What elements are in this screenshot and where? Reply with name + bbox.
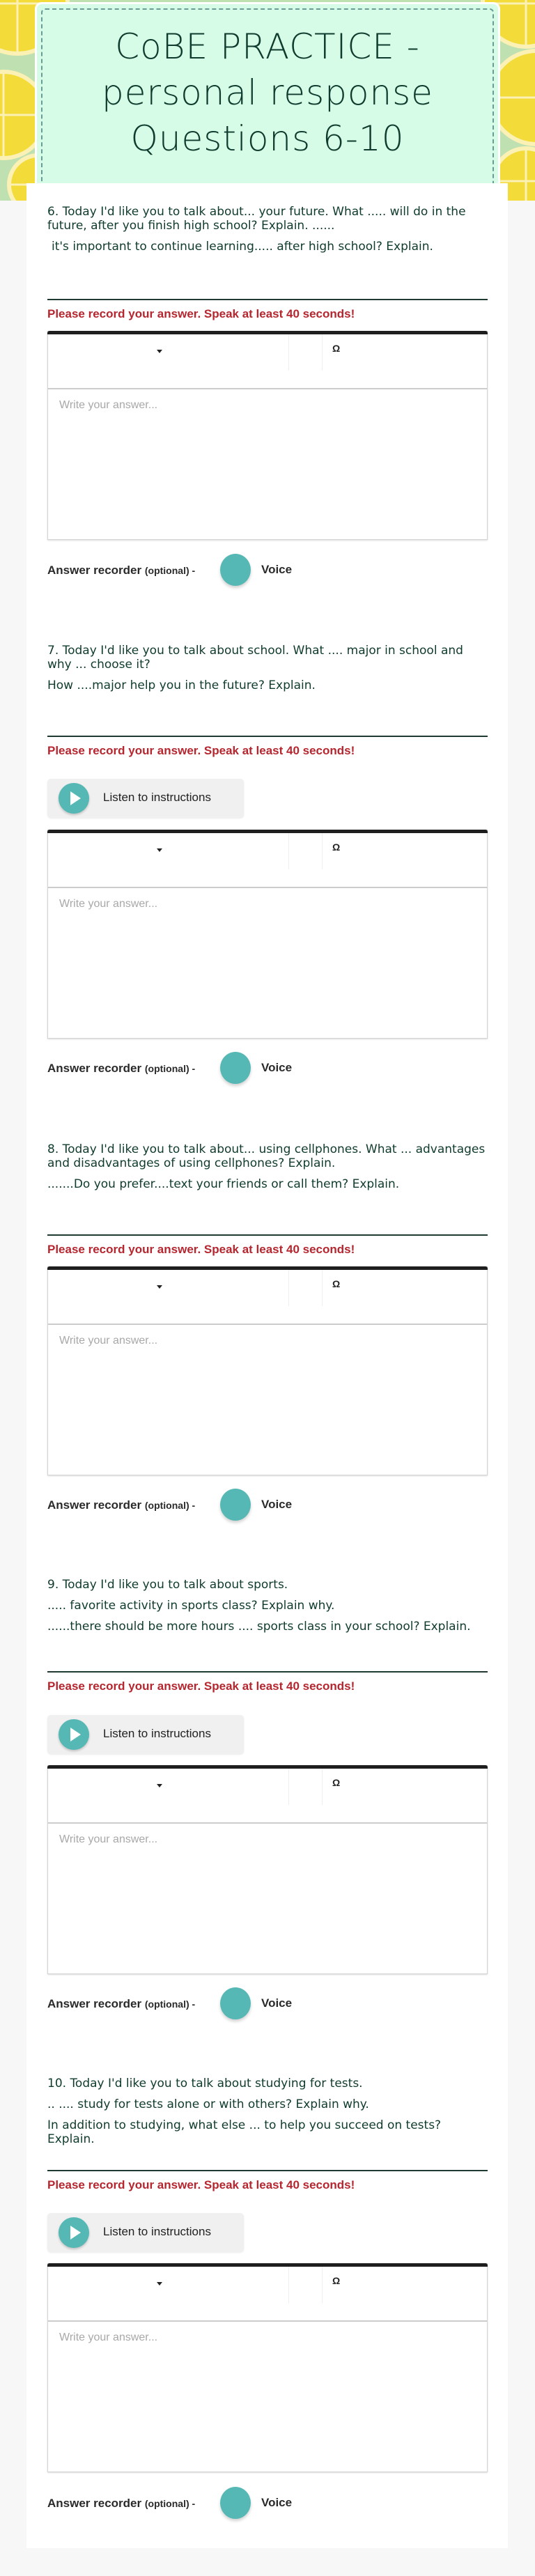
voice-label: Voice — [261, 1996, 293, 2010]
record-button[interactable] — [220, 554, 251, 586]
format-dropdown[interactable] — [48, 334, 289, 371]
answer-recorder-7 — [47, 1052, 326, 1085]
answer-editor-8 — [47, 1266, 488, 1475]
title-line: Questions 6-10 — [130, 118, 405, 159]
voice-label: Voice — [261, 563, 293, 576]
recorder-label: Answer recorder (optional) - — [47, 1997, 196, 2010]
answer-recorder-8 — [47, 1489, 326, 1522]
format-dropdown[interactable] — [48, 1270, 289, 1306]
question-line: it's important to continue learning..... after high school? Explain. — [52, 240, 433, 254]
question-line: How ....major help you in the future? Explain. — [47, 678, 316, 692]
question-9-text — [47, 1578, 488, 1640]
question-line: ......there should be more hours .... sports class in your school? Explain. — [47, 1620, 471, 1634]
format-dropdown[interactable] — [48, 2267, 289, 2303]
listen-instructions-button[interactable] — [47, 779, 244, 818]
record-button[interactable] — [220, 1987, 251, 2019]
question-7-text — [47, 644, 488, 699]
special-character-button[interactable]: Ω — [332, 1777, 341, 1788]
special-character-button[interactable]: Ω — [332, 2275, 341, 2286]
toolbar-separator — [289, 833, 323, 869]
answer-textarea[interactable] — [48, 1325, 487, 1475]
answer-textarea[interactable] — [48, 2322, 487, 2472]
chevron-down-icon — [157, 350, 162, 353]
answer-recorder-6 — [47, 554, 326, 587]
record-warning: Please record your answer. Speak at least 40 seconds! — [47, 307, 355, 320]
editor-toolbar — [48, 2267, 487, 2322]
answer-editor-9 — [47, 1765, 488, 1974]
question-line: 7. Today I'd like you to talk about school. What .... major in school and why ... choose it? — [47, 644, 463, 672]
recorder-label: Answer recorder (optional) - — [47, 564, 196, 577]
title-line: CoBE PRACTICE - — [115, 26, 420, 67]
question-6-text — [47, 205, 488, 261]
listen-instructions-button[interactable] — [47, 1715, 244, 1754]
recorder-label: Answer recorder (optional) - — [47, 1498, 196, 1512]
question-line: 8. Today I'd like you to talk about... using cellphones. What ... advantages and disadvantages of using cellphones? Explain. — [47, 1142, 486, 1170]
question-line: 6. Today I'd like you to talk about... your future. What ..... will do in the future, after you finish high school? Explain. ...... — [47, 205, 466, 233]
format-dropdown[interactable] — [48, 1769, 289, 1805]
title-line: personal response — [102, 72, 433, 113]
listen-label: Listen to instructions — [103, 791, 211, 804]
answer-recorder-10 — [47, 2487, 326, 2520]
answer-editor-10 — [47, 2263, 488, 2472]
editor-toolbar — [48, 334, 487, 389]
question-10-text — [47, 2077, 488, 2153]
chevron-down-icon — [157, 2282, 162, 2286]
chevron-down-icon — [157, 848, 162, 852]
listen-instructions-button[interactable] — [47, 2213, 244, 2252]
listen-label: Listen to instructions — [103, 1727, 211, 1740]
format-dropdown[interactable] — [48, 833, 289, 869]
recorder-label: Answer recorder (optional) - — [47, 1062, 196, 1075]
toolbar-separator — [289, 1270, 323, 1306]
question-8-text — [47, 1142, 488, 1198]
record-warning: Please record your answer. Speak at least 40 seconds! — [47, 2178, 355, 2191]
toolbar-separator — [289, 2267, 323, 2303]
divider — [47, 1671, 488, 1673]
record-warning: Please record your answer. Speak at least 40 seconds! — [47, 1679, 355, 1693]
special-character-button[interactable]: Ω — [332, 343, 341, 354]
toolbar-separator — [289, 1769, 323, 1805]
question-line: 9. Today I'd like you to talk about sports. — [47, 1578, 288, 1592]
page-title — [37, 24, 498, 162]
special-character-button[interactable]: Ω — [332, 841, 341, 853]
question-line: ..... favorite activity in sports class? Explain why. — [47, 1599, 335, 1613]
voice-label: Voice — [261, 1498, 293, 1511]
recorder-label: Answer recorder (optional) - — [47, 2497, 196, 2510]
question-line: .......Do you prefer....text your friends or call them? Explain. — [47, 1177, 400, 1191]
voice-label: Voice — [261, 2496, 293, 2509]
toolbar-separator — [289, 334, 323, 371]
editor-toolbar — [48, 1270, 487, 1325]
divider — [47, 736, 488, 737]
question-line: .. .... study for tests alone or with others? Explain why. — [47, 2097, 369, 2111]
title-banner — [35, 2, 500, 190]
divider — [47, 1234, 488, 1236]
record-warning: Please record your answer. Speak at least 40 seconds! — [47, 1243, 355, 1256]
answer-textarea[interactable] — [48, 389, 487, 539]
play-icon — [59, 2217, 89, 2248]
editor-toolbar — [48, 833, 487, 888]
divider — [47, 2170, 488, 2171]
question-line: In addition to studying, what else ... to help you succeed on tests? Explain. — [47, 2118, 442, 2146]
answer-textarea[interactable] — [48, 1824, 487, 1973]
chevron-down-icon — [157, 1784, 162, 1787]
record-warning: Please record your answer. Speak at least 40 seconds! — [47, 744, 355, 757]
special-character-button[interactable]: Ω — [332, 1278, 341, 1289]
answer-editor-7 — [47, 830, 488, 1039]
record-button[interactable] — [220, 1489, 251, 1521]
play-icon — [59, 783, 89, 814]
divider — [47, 299, 488, 300]
answer-textarea[interactable] — [48, 888, 487, 1038]
listen-label: Listen to instructions — [103, 2225, 211, 2238]
voice-label: Voice — [261, 1061, 293, 1074]
play-icon — [59, 1719, 89, 1750]
answer-recorder-9 — [47, 1987, 326, 2021]
record-button[interactable] — [220, 2487, 251, 2519]
answer-editor-6 — [47, 331, 488, 540]
editor-toolbar — [48, 1769, 487, 1824]
question-line: 10. Today I'd like you to talk about studying for tests. — [47, 2077, 363, 2090]
chevron-down-icon — [157, 1285, 162, 1289]
record-button[interactable] — [220, 1052, 251, 1084]
